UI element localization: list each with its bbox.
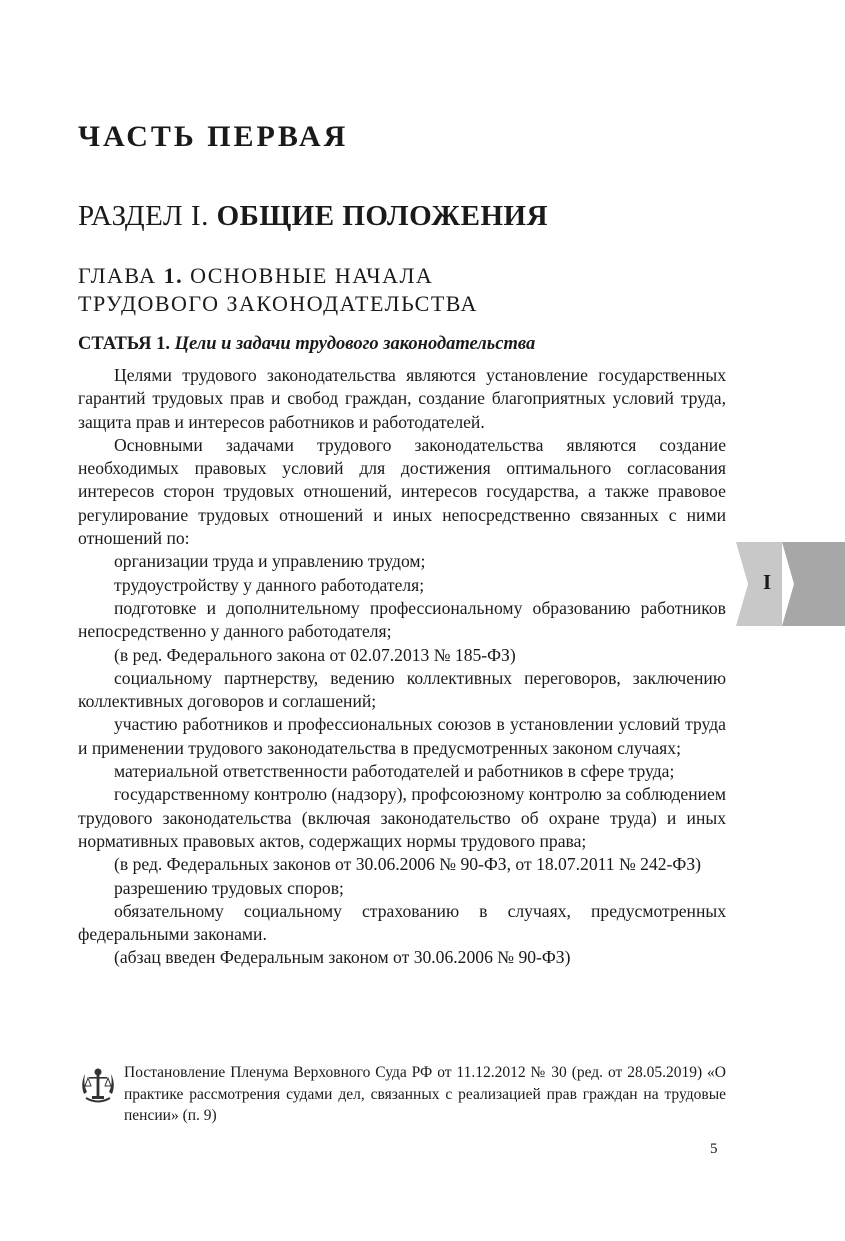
section-name: ОБЩИЕ ПОЛОЖЕНИЯ [216,200,549,232]
chapter-title-line1: ОСНОВНЫЕ НАЧАЛА [190,263,434,288]
amendment-note: (в ред. Федеральных законов от 30.06.2006 № 90-ФЗ, от 18.07.2011 № 242-ФЗ) [114,854,701,875]
court-reference-note [78,1062,726,1127]
chapter-tab-label: I [763,570,772,594]
section-label: РАЗДЕЛ I. [78,200,209,232]
paragraph: организации труда и управлению трудом; [114,551,426,572]
chapter-title-line2: ТРУДОВОГО ЗАКОНОДАТЕЛЬСТВА [78,291,478,316]
paragraph: материальной ответственности работодателей и работников в сфере труда; [114,761,675,782]
chapter-tab-dark [782,542,845,626]
chapter-label: ГЛАВА [78,263,157,288]
article-label: СТАТЬЯ 1. [78,334,170,354]
paragraph: разрешению трудовых споров; [114,877,344,898]
paragraph: государственному контролю (надзору), профсоюзному контролю за соблюдением трудового законодательства (включая законодательство об охране труда) и иных нормативных правовых актов, содержащих нормы трудового права; [78,784,726,851]
paragraph: Основными задачами трудового законодательства являются создание необходимых правовых условий для достижения оптимального согласования интересов сторон трудовых отношений, интересов государства, а также правовое регулирование трудовых отношений и иных непосредственно связанных с ними отношений по: [78,434,726,549]
paragraph: социальному партнерству, ведению коллективных переговоров, заключению коллективных договоров и соглашений; [78,667,726,712]
paragraph: обязательному социальному страхованию в случаях, предусмотренных федеральными законами. [78,900,726,945]
note-text: Постановление Пленума Верховного Суда РФ от 11.12.2012 № 30 (ред. от 28.05.2019) «О практике рассмотрения судами дел, связанных с реализацией прав граждан на трудовые пенсии» (п. 9) [124,1064,726,1124]
chapter-tab-light [736,542,782,626]
article-title: Цели и задачи трудового законодательства [174,334,536,354]
section-title [78,200,548,233]
page-number: 5 [710,1141,718,1157]
court-emblem-icon [78,1064,118,1106]
chapter-number: 1. [163,263,184,288]
amendment-note: (абзац введен Федеральным законом от 30.06.2006 № 90-ФЗ) [114,947,571,968]
paragraph: подготовке и дополнительному профессиональному образованию работников непосредственно у данного работодателя; [78,597,726,642]
article-heading [78,334,535,355]
article-body [78,364,726,970]
paragraph: Целями трудового законодательства являются установление государственных гарантий трудовых прав и свобод граждан, создание благоприятных условий труда, защита прав и интересов работников и работодателей. [78,365,726,432]
paragraph: трудоустройству у данного работодателя; [114,574,425,595]
amendment-note: (в ред. Федерального закона от 02.07.2013 № 185-ФЗ) [114,644,516,665]
chapter-title [78,262,478,318]
chapter-tab [736,542,845,626]
part-title: ЧАСТЬ ПЕРВАЯ [78,120,349,153]
paragraph: участию работников и профессиональных союзов в установлении условий труда и применении трудового законодательства в предусмотренных законом случаях; [78,714,726,758]
